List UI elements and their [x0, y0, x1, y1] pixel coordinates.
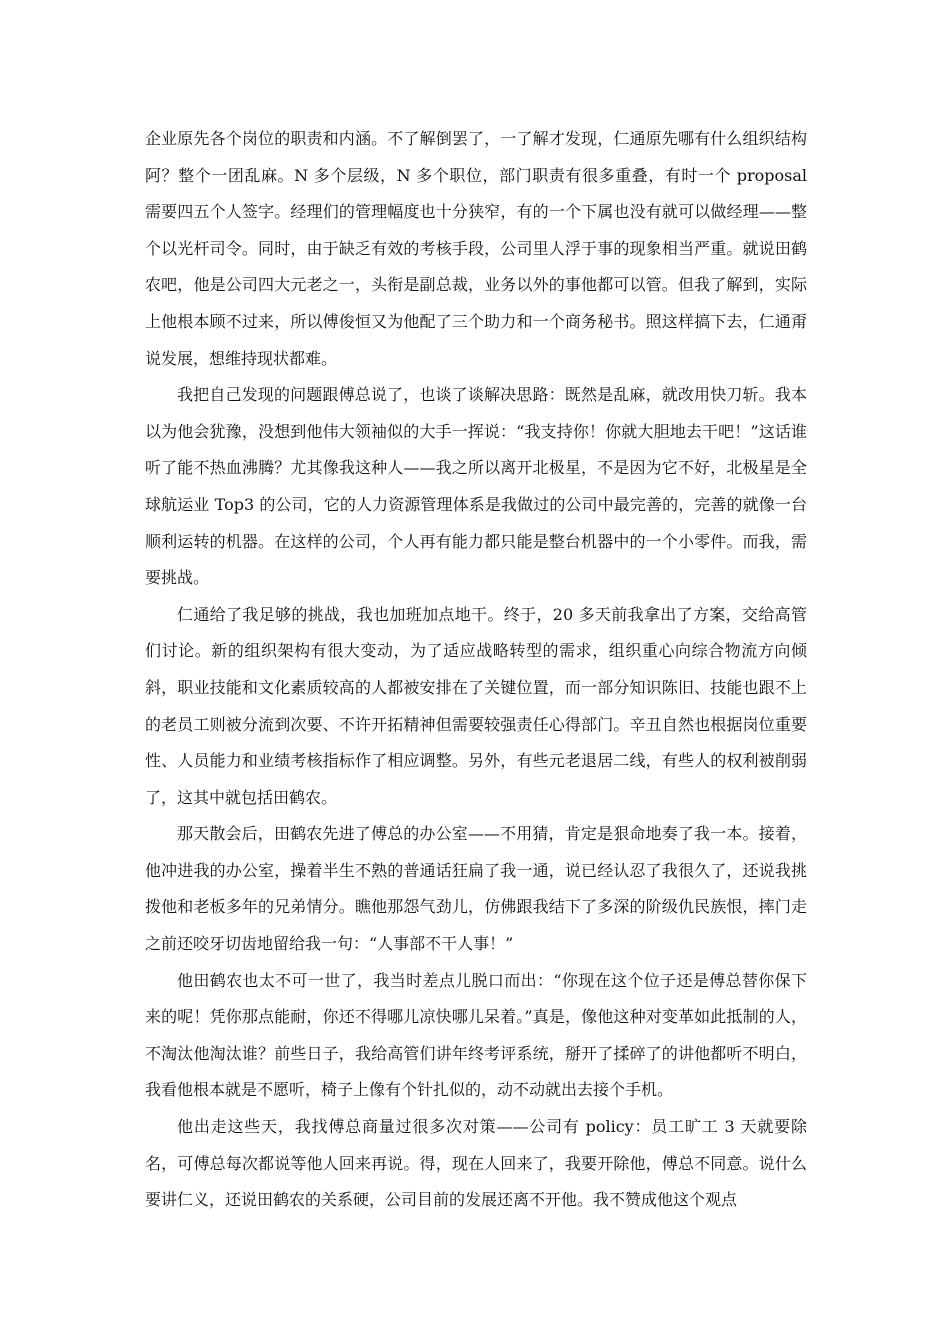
paragraph-6: 他出走这些天，我找傅总商量过很多次对策——公司有 policy：员工旷工 3 天就要除名，可傅总每次都说等他人回来再说。得，现在人回来了，我要开除他，傅总不同意。说什么要讲仁义，还说田鹤农的关系硬，公司目前的发展还离不开他。我不赞成他这个观点 [145, 1117, 807, 1210]
paragraph-4: 那天散会后，田鹤农先进了傅总的办公室——不用猜，肯定是狠命地奏了我一本。接着，他冲进我的办公室，操着半生不熟的普通话狂扁了我一通，说已经认忍了我很久了，还说我挑拨他和老板多年的兄弟情分。瞧他那怨气劲儿，仿佛跟我结下了多深的阶级仇民族恨，摔门走之前还咬牙切齿地留给我一句：“人事部不干人事！” [145, 824, 807, 954]
paragraph-3: 仁通给了我足够的挑战，我也加班加点地干。终于，20 多天前我拿出了方案，交给高管们讨论。新的组织架构有很大变动，为了适应战略转型的需求，组织重心向综合物流方向倾斜，职业技能和文化素质较高的人都被安排在了关键位置，而一部分知识陈旧、技能也跟不上的老员工则被分流到次要、不许开拓精神但需要较强责任心得部门。辛丑自然也根据岗位重要性、人员能力和业绩考核指标作了相应调整。另外，有些元老退居二线，有些人的权利被削弱了，这其中就包括田鹤农。 [145, 604, 807, 807]
body-text [145, 121, 807, 1219]
paragraph-1: 企业原先各个岗位的职责和内涵。不了解倒罢了，一了解才发现，仁通原先哪有什么组织结构阿？整个一团乱麻。N 多个层级，N 多个职位，部门职责有很多重叠，有时一个 proposal 需要四五个人签字。经理们的管理幅度也十分狭窄，有的一个下属也没有就可以做经理——整个以光杆司令。同时，由于缺乏有效的考核手段，公司里人浮于事的现象相当严重。就说田鹤农吧，他是公司四大元老之一，头衔是副总裁，业务以外的事他都可以管。但我了解到，实际上他根本顾不过来，所以傅俊恒又为他配了三个助力和一个商务秘书。照这样搞下去，仁通甭说发展，想维持现状都难。 [145, 129, 807, 368]
paragraph-2: 我把自己发现的问题跟傅总说了，也谈了谈解决思路：既然是乱麻，就改用快刀斩。我本以为他会犹豫，没想到他伟大领袖似的大手一挥说：“我支持你！你就大胆地去干吧！”这话谁听了能不热血沸腾？尤其像我这种人——我之所以离开北极星，不是因为它不好，北极星是全球航运业 Top3 的公司，它的人力资源管理体系是我做过的公司中最完善的，完善的就像一台顺利运转的机器。在这样的公司，个人再有能力都只能是整台机器中的一个小零件。而我，需要挑战。 [145, 385, 807, 588]
paragraph-5: 他田鹤农也太不可一世了，我当时差点儿脱口而出：“你现在这个位子还是傅总替你保下来的呢！凭你那点能耐，你还不得哪儿凉快哪儿呆着。”真是，像他这种对变革如此抵制的人，不淘汰他淘汰谁？前些日子，我给高管们讲年终考评系统，掰开了揉碎了的讲他都听不明白，我看他根本就是不愿听，椅子上像有个针扎似的，动不动就出去接个手机。 [145, 970, 807, 1100]
